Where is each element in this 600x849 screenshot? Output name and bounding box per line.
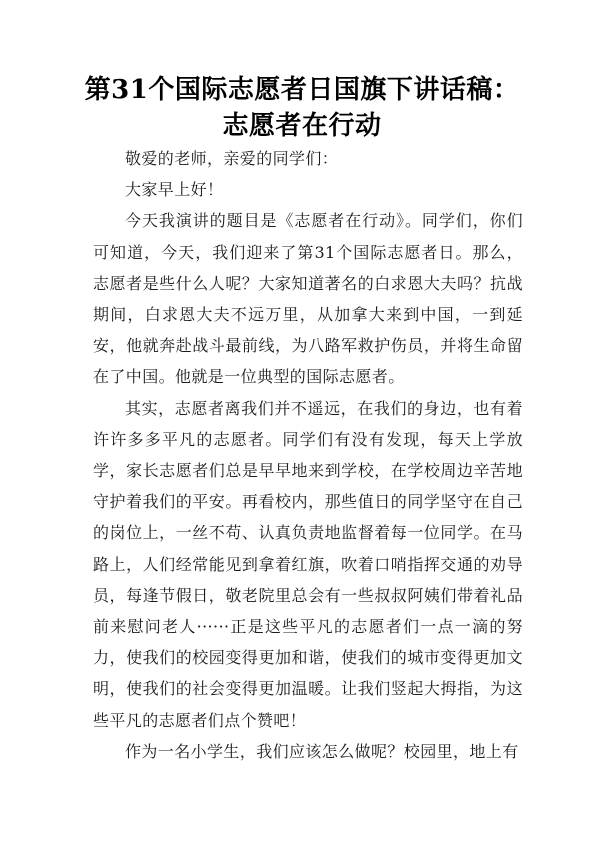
body-paragraph: 今天我演讲的题目是《志愿者在行动》。同学们，你们可知道，今天，我们迎来了第31个国际志愿者日。那么，志愿者是些什么人呢？大家知道著名的白求恩大夫吗？抗战期间，白求恩大夫不远万里，从加拿大来到中国，一到延安，他就奔赴战斗最前线，为八路军救护伤员，并将生命留在了中国。他就是一位典型的国际志愿者。 — [93, 211, 523, 387]
body-paragraph: 其实，志愿者离我们并不遥远，在我们的身边，也有着许许多多平凡的志愿者。同学们有没有发现，每天上学放学，家长志愿者们总是早早地来到学校，在学校周边辛苦地守护着我们的平安。再看校内，那些值日的同学坚守在自己的岗位上，一丝不苟、认真负责地监督着每一位同学。在马路上，人们经常能见到拿着红旗，吹着口哨指挥交通的劝导员，每逢节假日，敬老院里总会有一些叔叔阿姨们带着礼品前来慰问老人······正是这些平凡的志愿者们一点一滴的努力，使我们的校园变得更加和谐，使我们的城市变得更加文明，使我们的社会变得更加温暖。让我们竖起大拇指，为这些平凡的志愿者们点个赞吧！ — [93, 398, 523, 730]
salutation-paragraph: 敬爱的老师，亲爱的同学们： — [125, 149, 339, 168]
body-paragraph: 作为一名小学生，我们应该怎么做呢？校园里，地上有 — [125, 741, 519, 761]
document-title: 第31个国际志愿者日国旗下讲话稿：志愿者在行动 — [84, 75, 520, 141]
greeting-paragraph: 大家早上好！ — [125, 180, 224, 200]
document-body — [93, 143, 523, 767]
